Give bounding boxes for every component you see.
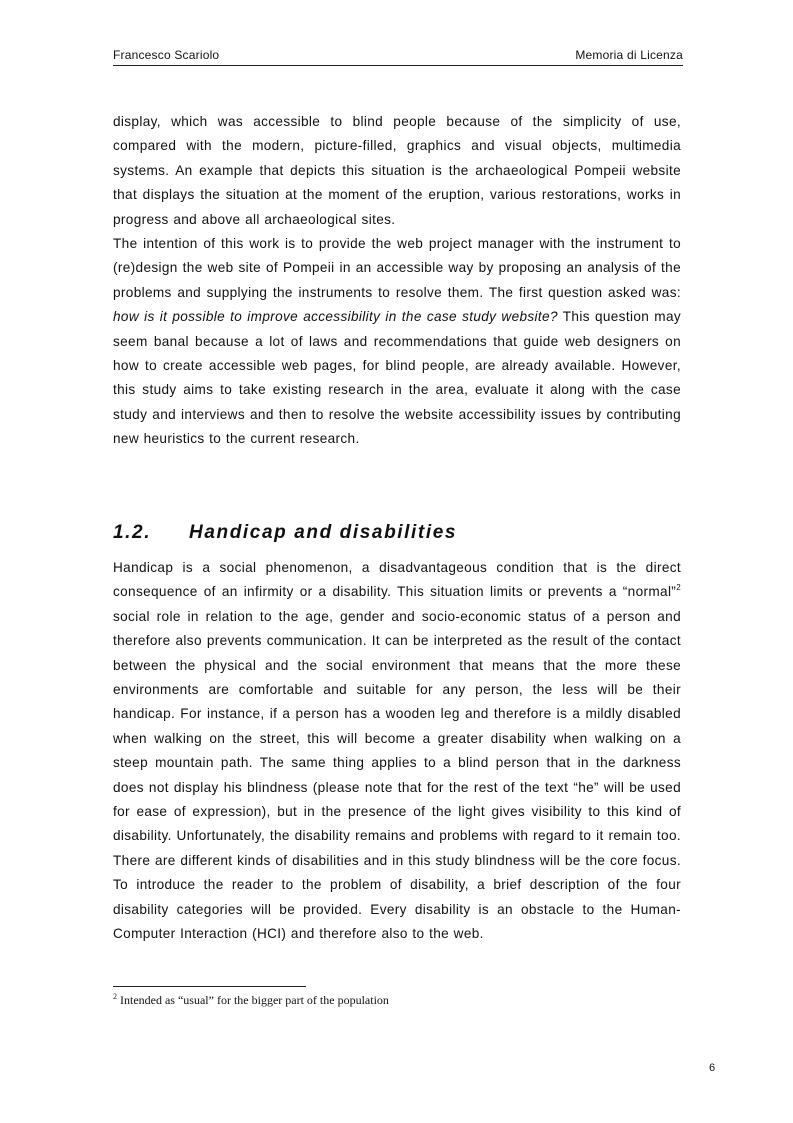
- paragraph-text-end: social role in relation to the age, gender and socio-economic status of a person and therefore also prevents communication. It can be interpreted as the result of the contact between the physical and the social environment that means that the more these environments are comfortable and suitable for any person, the less will be their handicap. For instance, if a person has a wooden leg and therefore is a mildly disabled when walking on the street, this will become a greater disability when walking on a steep mountain path. The same thing applies to a blind person that in the darkness does not display his blindness (please note that for the rest of the text “he” will be used for ease of expression), but in the presence of the light gives visibility to this kind of disability. Unfortunately, the disability remains and problems with regard to it remain too. There are different kinds of disabilities and in this study blindness will be the core focus. To introduce the reader to the problem of disability, a brief description of the four disability categories will be provided. Every disability is an obstacle to the Human-Computer Interaction (HCI) and therefore also to the web.: [113, 608, 681, 942]
- header-title: Memoria di Licenza: [575, 48, 683, 62]
- footnote-divider: [113, 986, 306, 987]
- footnote-reference[interactable]: 2: [676, 583, 681, 593]
- page-number: 6: [709, 1062, 716, 1074]
- header-author: Francesco Scariolo: [113, 48, 220, 62]
- footnote-text: Intended as “usual” for the bigger part of the population: [117, 993, 389, 1007]
- footnote: [113, 993, 389, 1008]
- section-title: Handicap and disabilities: [189, 522, 458, 543]
- section-heading: [113, 522, 457, 544]
- paragraph-intention: [113, 232, 681, 452]
- running-header: [113, 48, 683, 66]
- footnote-number: 2: [113, 992, 117, 1001]
- section-number: 1.2.: [113, 522, 152, 543]
- paragraph-handicap: [113, 556, 681, 947]
- paragraph-text-start: Handicap is a social phenomenon, a disadvantageous condition that is the direct consequence of an infirmity or a disability. This situation limits or prevents a “normal”: [113, 560, 681, 600]
- paragraph-text-end: This question may seem banal because a lot of laws and recommendations that guide web designers on how to create accessible web pages, for blind people, are already available. However, this study aims to take existing research in the area, evaluate it along with the case study and interviews and then to resolve the website accessibility issues by contributing new heuristics to the current research.: [113, 309, 681, 447]
- paragraph-intro-continuation: [113, 110, 681, 232]
- paragraph-text-start: The intention of this work is to provide the web project manager with the instrument to (re)design the web site of Pompeii in an accessible way by proposing an analysis of the problems and supplying the instruments to resolve them. The first question asked was:: [113, 236, 681, 300]
- paragraph-text: display, which was accessible to blind people because of the simplicity of use, compared with the modern, picture-filled, graphics and visual objects, multimedia systems. An example that depicts this situation is the archaeological Pompeii website that displays the situation at the moment of the eruption, various restorations, works in progress and above all archaeological sites.: [113, 114, 681, 227]
- research-question: how is it possible to improve accessibility in the case study website?: [113, 309, 558, 325]
